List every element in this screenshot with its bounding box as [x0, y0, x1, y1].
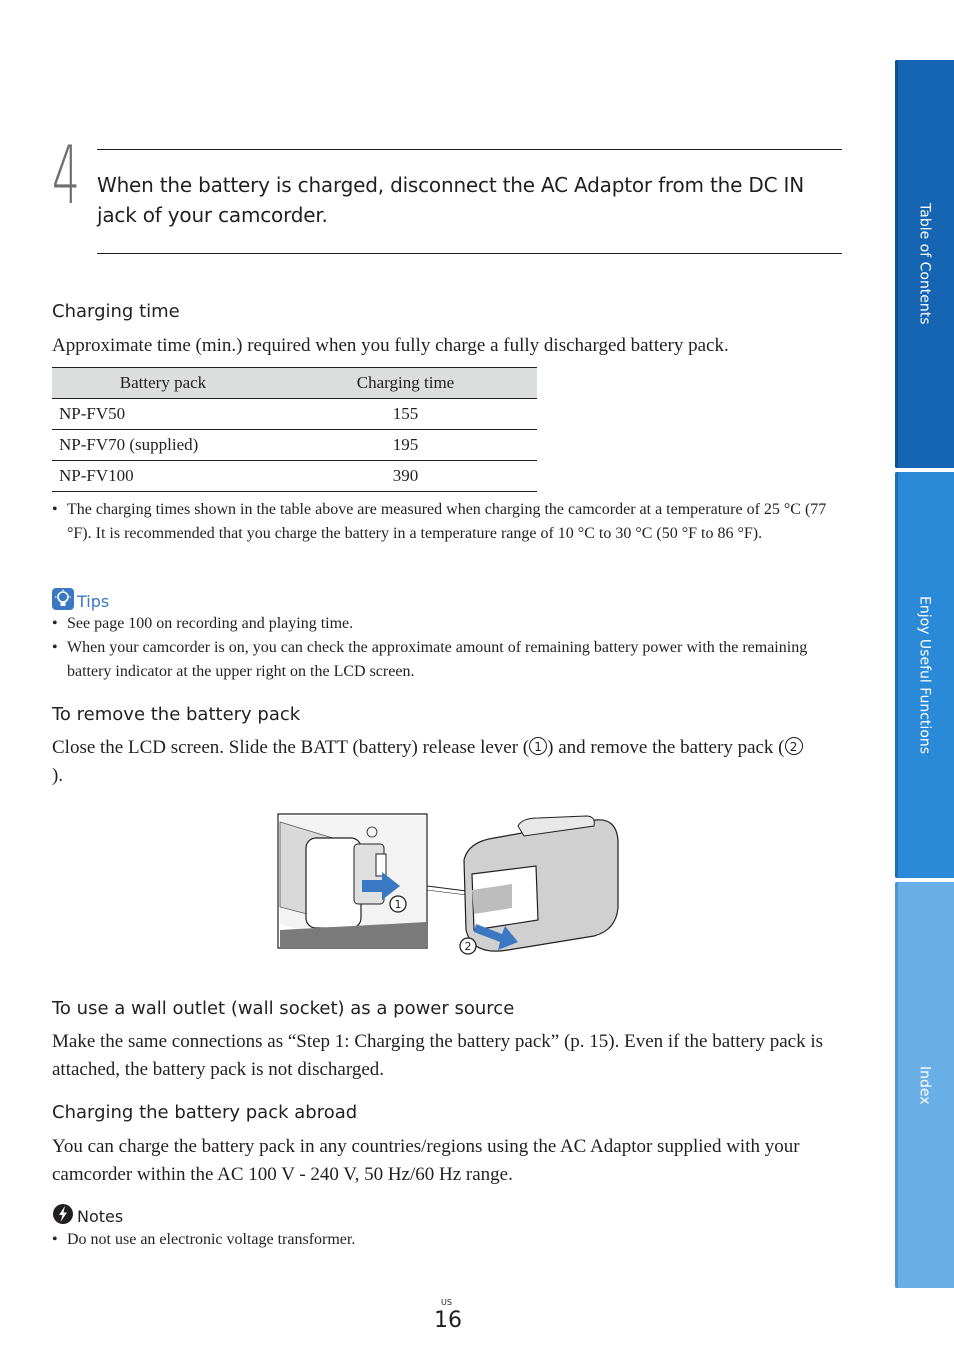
abroad-heading: Charging the battery pack abroad — [52, 1102, 358, 1123]
charging-note-list — [52, 498, 842, 546]
table-cell-time: 155 — [274, 399, 537, 430]
charging-time-table — [52, 367, 537, 492]
step-number: 4 — [52, 129, 80, 222]
list-item: • The charging times shown in the table above are measured when charging the camcorder at a temperature of 25 °C (77 °F). It is recommended that you charge the battery in a temperature range of 10 °C to 30 °C (50 °F to 86 °F). — [52, 498, 842, 546]
step-top-rule — [97, 149, 842, 150]
tips-label — [52, 588, 109, 614]
notes-list — [52, 1228, 842, 1252]
abroad-text: You can charge the battery pack in any countries/regions using the AC Adaptor supplied with your camcorder within the AC 100 V - 240 V, 50 Hz/60 Hz range. — [52, 1136, 800, 1185]
tips-list — [52, 612, 842, 684]
table-cell-time: 390 — [274, 461, 537, 492]
remove-text-part: ). — [52, 765, 64, 786]
page-region: US — [441, 1298, 452, 1307]
battery-removal-illustration — [276, 812, 626, 957]
table-header-battery: Battery pack — [52, 368, 274, 399]
warning-icon — [52, 1203, 74, 1229]
remove-text-part: Close the LCD screen. Slide the BATT (battery) release lever ( — [52, 737, 530, 758]
tips-title: Tips — [77, 591, 110, 611]
wall-outlet-text: Make the same connections as “Step 1: Charging the battery pack” (p. 15). Even if the battery pack is attached, the battery pack is not discharged. — [52, 1031, 824, 1080]
table-row — [52, 461, 537, 492]
page-number: 16 — [434, 1308, 462, 1333]
tab-label: Enjoy Useful Functions — [916, 595, 933, 755]
tab-index[interactable] — [895, 882, 954, 1288]
tab-label: Table of Contents — [916, 203, 933, 325]
list-item: • Do not use an electronic voltage transformer. — [52, 1228, 842, 1252]
svg-text:2: 2 — [464, 940, 472, 953]
callout-2: 2 — [785, 737, 803, 755]
table-cell-battery: NP-FV100 — [52, 461, 274, 492]
lightbulb-icon — [52, 588, 74, 614]
tab-enjoy-useful-functions[interactable] — [895, 472, 954, 878]
wall-outlet-heading: To use a wall outlet (wall socket) as a power source — [52, 998, 515, 1019]
notes-label — [52, 1203, 123, 1229]
step-instruction: When the battery is charged, disconnect the AC Adaptor from the DC IN jack of your camcorder. — [97, 173, 804, 227]
table-cell-battery: NP-FV70 (supplied) — [52, 430, 274, 461]
svg-text:1: 1 — [394, 898, 402, 911]
charging-time-heading: Charging time — [52, 301, 180, 322]
table-header-row — [52, 368, 537, 399]
step-bottom-rule — [97, 253, 842, 254]
tab-table-of-contents[interactable] — [895, 60, 954, 468]
remove-text-part: ) and remove the battery pack ( — [547, 737, 785, 758]
list-item: • When your camcorder is on, you can check the approximate amount of remaining battery power with the remaining battery indicator at the upper right on the LCD screen. — [52, 636, 842, 684]
list-item: • See page 100 on recording and playing time. — [52, 612, 842, 636]
charging-time-intro: Approximate time (min.) required when you fully charge a fully discharged battery pack. — [52, 335, 729, 356]
table-header-time: Charging time — [274, 368, 537, 399]
table-row — [52, 399, 537, 430]
remove-battery-heading: To remove the battery pack — [52, 704, 301, 725]
table-cell-time: 195 — [274, 430, 537, 461]
table-row — [52, 430, 537, 461]
table-cell-battery: NP-FV50 — [52, 399, 274, 430]
tab-label: Index — [916, 1065, 933, 1105]
notes-title: Notes — [77, 1206, 124, 1226]
callout-1: 1 — [529, 737, 547, 755]
remove-battery-text — [52, 734, 812, 790]
